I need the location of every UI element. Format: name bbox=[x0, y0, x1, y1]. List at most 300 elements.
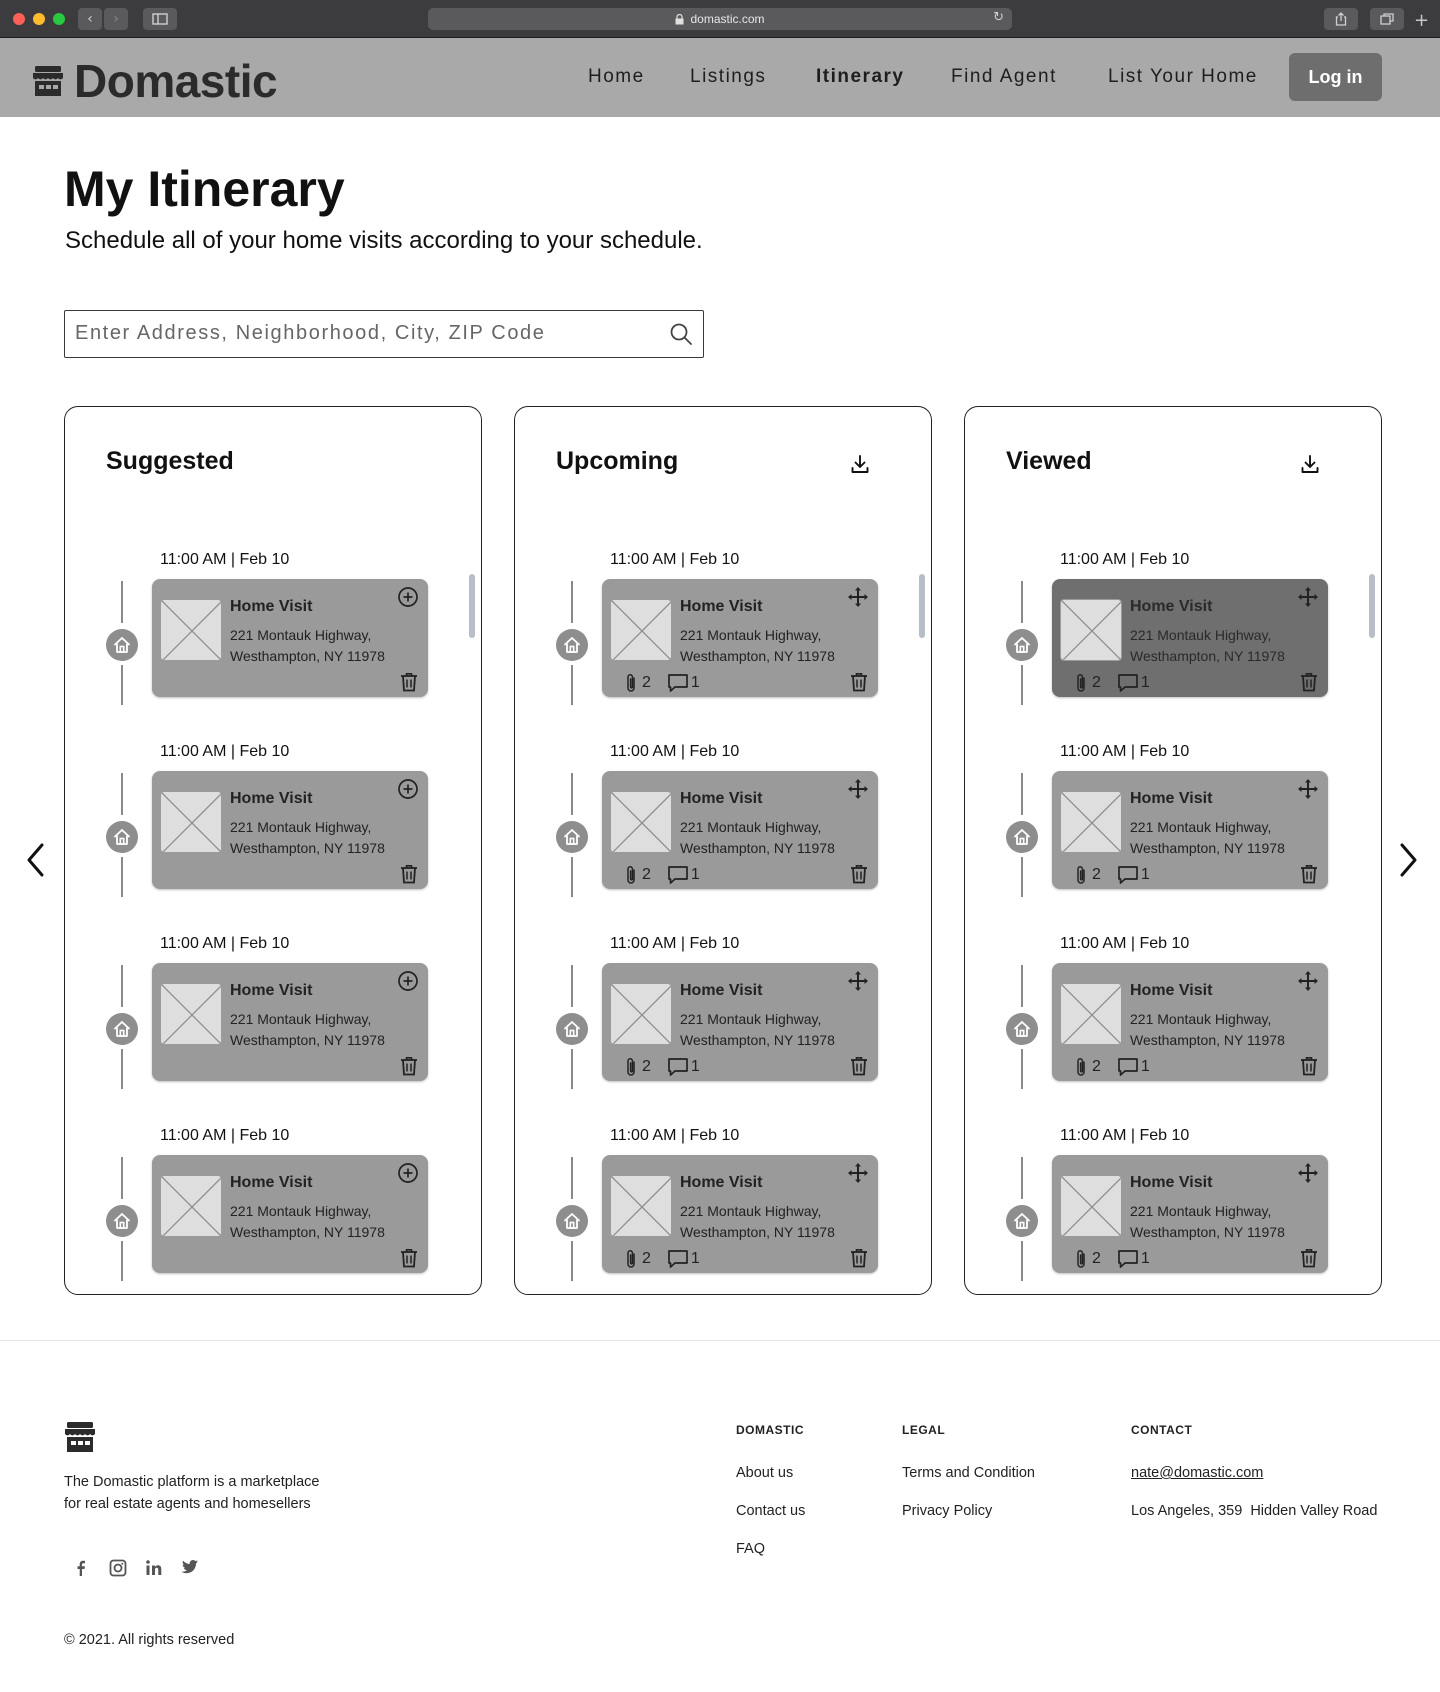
home-icon bbox=[1012, 635, 1032, 655]
minimize-window-button[interactable] bbox=[33, 13, 45, 25]
visit-time: 11:00 AM | Feb 10 bbox=[610, 551, 740, 568]
add-to-itinerary-button[interactable] bbox=[396, 969, 420, 998]
visit-address-line1: 221 Montauk Highway, bbox=[230, 1011, 372, 1027]
paperclip-icon bbox=[624, 672, 638, 694]
home-icon bbox=[1012, 827, 1032, 847]
browser-back-button[interactable]: ‹ bbox=[78, 8, 102, 30]
footer-divider bbox=[0, 1340, 1440, 1341]
image-placeholder-icon bbox=[161, 1176, 222, 1237]
comment-count: 1 bbox=[690, 1058, 700, 1075]
move-icon[interactable] bbox=[1296, 585, 1320, 609]
image-placeholder-icon bbox=[1061, 984, 1122, 1045]
comment-icon bbox=[1117, 865, 1139, 885]
visit-time: 11:00 AM | Feb 10 bbox=[1060, 743, 1190, 760]
nav-link-listings[interactable]: Listings bbox=[690, 66, 767, 87]
home-icon bbox=[562, 1211, 582, 1231]
move-icon[interactable] bbox=[1296, 1161, 1320, 1185]
visit-card[interactable] bbox=[1052, 963, 1328, 1081]
property-thumbnail bbox=[160, 791, 222, 853]
image-placeholder-icon bbox=[1061, 1176, 1122, 1237]
delete-visit-button[interactable] bbox=[400, 1056, 418, 1081]
visit-card[interactable] bbox=[602, 1155, 878, 1273]
timeline-node bbox=[106, 821, 138, 853]
comment-count: 1 bbox=[690, 674, 700, 691]
add-circle-icon[interactable] bbox=[396, 969, 420, 993]
visit-address-line2: Westhampton, NY 11978 bbox=[1130, 1032, 1285, 1048]
facebook-icon[interactable] bbox=[73, 1559, 89, 1577]
itinerary-entry bbox=[65, 1127, 482, 1295]
trash-icon[interactable] bbox=[850, 672, 868, 692]
footer-email-link[interactable]: nate@domastic.com bbox=[1131, 1465, 1264, 1481]
visit-address-line1: 221 Montauk Highway, bbox=[680, 1011, 822, 1027]
property-thumbnail bbox=[610, 791, 672, 853]
visit-title: Home Visit bbox=[1130, 790, 1213, 807]
visit-address bbox=[230, 1009, 385, 1051]
visit-title: Home Visit bbox=[230, 790, 313, 807]
download-button[interactable] bbox=[849, 453, 871, 480]
visit-address-line1: 221 Montauk Highway, bbox=[680, 1203, 822, 1219]
visit-card[interactable] bbox=[152, 771, 428, 889]
visit-time: 11:00 AM | Feb 10 bbox=[160, 551, 290, 568]
visit-address bbox=[680, 817, 835, 859]
visit-time: 11:00 AM | Feb 10 bbox=[610, 1127, 740, 1144]
column-suggested bbox=[64, 406, 482, 1295]
move-card-handle[interactable] bbox=[1296, 777, 1320, 806]
timeline-line bbox=[571, 1157, 573, 1199]
visit-address bbox=[230, 625, 385, 667]
move-icon[interactable] bbox=[1296, 969, 1320, 993]
visit-address-line1: 221 Montauk Highway, bbox=[680, 627, 822, 643]
visit-card[interactable] bbox=[1052, 579, 1328, 697]
visit-address-line2: Westhampton, NY 11978 bbox=[680, 1032, 835, 1048]
visit-title: Home Visit bbox=[230, 1174, 313, 1191]
home-icon bbox=[562, 1019, 582, 1039]
paperclip-icon bbox=[624, 1056, 638, 1078]
comment-count: 1 bbox=[1140, 866, 1150, 883]
linkedin-icon[interactable] bbox=[145, 1559, 163, 1577]
itinerary-entry bbox=[515, 1127, 932, 1295]
card-meta bbox=[1074, 864, 1150, 886]
search-icon[interactable] bbox=[669, 322, 693, 346]
move-icon[interactable] bbox=[846, 969, 870, 993]
move-icon[interactable] bbox=[846, 585, 870, 609]
share-button[interactable] bbox=[1324, 8, 1358, 30]
attachment-count: 2 bbox=[1092, 866, 1101, 883]
timeline-node bbox=[1006, 1205, 1038, 1237]
add-to-itinerary-button[interactable] bbox=[396, 585, 420, 614]
footer-link-about-us[interactable]: About us bbox=[736, 1465, 794, 1481]
move-card-handle[interactable] bbox=[1296, 585, 1320, 614]
comment-count: 1 bbox=[690, 866, 700, 883]
itinerary-entry bbox=[65, 551, 482, 743]
move-icon[interactable] bbox=[846, 1161, 870, 1185]
itinerary-entry bbox=[515, 743, 932, 935]
footer-address: Los Angeles, 359 Hidden Valley Road bbox=[1131, 1503, 1378, 1519]
timeline-line bbox=[571, 665, 573, 705]
timeline-line bbox=[571, 1241, 573, 1281]
column-upcoming bbox=[514, 406, 932, 1295]
move-card-handle[interactable] bbox=[846, 1161, 870, 1190]
visit-address-line1: 221 Montauk Highway, bbox=[230, 1203, 372, 1219]
visit-address bbox=[680, 1201, 835, 1243]
card-meta bbox=[624, 1056, 700, 1078]
search-box bbox=[64, 310, 704, 358]
address-bar[interactable] bbox=[428, 8, 1012, 30]
timeline-line bbox=[121, 965, 123, 1007]
visit-time: 11:00 AM | Feb 10 bbox=[1060, 551, 1190, 568]
delete-visit-button[interactable] bbox=[400, 864, 418, 889]
move-icon[interactable] bbox=[1296, 777, 1320, 801]
visit-card[interactable] bbox=[152, 1155, 428, 1273]
delete-visit-button[interactable] bbox=[400, 672, 418, 697]
comment-count: 1 bbox=[1140, 1058, 1150, 1075]
add-to-itinerary-button[interactable] bbox=[396, 1161, 420, 1190]
footer-link-contact-us[interactable]: Contact us bbox=[736, 1503, 806, 1519]
download-icon[interactable] bbox=[1299, 453, 1321, 475]
image-placeholder-icon bbox=[161, 600, 222, 661]
footer-tagline-line1: The Domastic platform is a marketplace bbox=[64, 1474, 320, 1490]
card-meta bbox=[1074, 1056, 1150, 1078]
image-placeholder-icon bbox=[611, 984, 672, 1045]
property-thumbnail bbox=[1060, 983, 1122, 1045]
visit-address bbox=[680, 1009, 835, 1051]
paperclip-icon bbox=[1074, 672, 1088, 694]
close-window-button[interactable] bbox=[13, 13, 25, 25]
visit-address-line1: 221 Montauk Highway, bbox=[230, 819, 372, 835]
column-title: Viewed bbox=[1006, 447, 1092, 475]
visit-title: Home Visit bbox=[680, 1174, 763, 1191]
comment-count: 1 bbox=[1140, 1250, 1150, 1267]
address-bar-url: domastic.com bbox=[690, 12, 765, 26]
site-header bbox=[0, 38, 1440, 117]
home-icon bbox=[112, 1019, 132, 1039]
card-meta bbox=[1074, 1248, 1150, 1270]
page-subtitle: Schedule all of your home visits according to your schedule. bbox=[65, 227, 703, 254]
timeline-line bbox=[1021, 665, 1023, 705]
timeline-line bbox=[121, 665, 123, 705]
property-thumbnail bbox=[610, 983, 672, 1045]
paperclip-icon bbox=[624, 864, 638, 886]
delete-visit-button[interactable] bbox=[850, 672, 868, 697]
timeline-node bbox=[106, 629, 138, 661]
image-placeholder-icon bbox=[611, 1176, 672, 1237]
visit-address-line2: Westhampton, NY 11978 bbox=[1130, 840, 1285, 856]
timeline-line bbox=[121, 1157, 123, 1199]
image-placeholder-icon bbox=[161, 792, 222, 853]
nav-link-list-your-home[interactable]: List Your Home bbox=[1108, 66, 1258, 87]
delete-visit-button[interactable] bbox=[850, 1056, 868, 1081]
visit-time: 11:00 AM | Feb 10 bbox=[1060, 935, 1190, 952]
timeline-line bbox=[571, 1049, 573, 1089]
visit-address bbox=[1130, 625, 1285, 667]
browser-forward-button[interactable]: › bbox=[104, 8, 128, 30]
itinerary-entry bbox=[965, 935, 1382, 1127]
itinerary-entry bbox=[65, 935, 482, 1127]
visit-address bbox=[1130, 1201, 1285, 1243]
footer-heading-contact: CONTACT bbox=[1131, 1423, 1193, 1437]
timeline-node bbox=[556, 1205, 588, 1237]
comment-icon bbox=[1117, 673, 1139, 693]
footer-storefront-icon bbox=[64, 1420, 96, 1454]
image-placeholder-icon bbox=[611, 600, 672, 661]
visit-address bbox=[1130, 817, 1285, 859]
nav-link-find-agent[interactable]: Find Agent bbox=[951, 66, 1057, 87]
visit-address-line2: Westhampton, NY 11978 bbox=[1130, 1224, 1285, 1240]
next-arrow-icon[interactable] bbox=[1398, 843, 1418, 877]
brand-name: Domastic bbox=[74, 55, 278, 107]
home-icon bbox=[112, 635, 132, 655]
itinerary-entry bbox=[965, 551, 1382, 743]
visit-title: Home Visit bbox=[680, 598, 763, 615]
property-thumbnail bbox=[610, 599, 672, 661]
property-thumbnail bbox=[1060, 1175, 1122, 1237]
itinerary-entry bbox=[965, 1127, 1382, 1295]
timeline-line bbox=[1021, 965, 1023, 1007]
footer-heading-legal: LEGAL bbox=[902, 1423, 946, 1437]
paperclip-icon bbox=[624, 1248, 638, 1270]
trash-icon[interactable] bbox=[400, 672, 418, 692]
visit-address bbox=[230, 1201, 385, 1243]
footer-link-terms[interactable]: Terms and Condition bbox=[902, 1465, 1035, 1481]
visit-title: Home Visit bbox=[680, 982, 763, 999]
trash-icon[interactable] bbox=[850, 864, 868, 884]
timeline-line bbox=[1021, 773, 1023, 815]
delete-visit-button[interactable] bbox=[850, 1248, 868, 1273]
visit-address-line2: Westhampton, NY 11978 bbox=[680, 648, 835, 664]
share-icon bbox=[1334, 12, 1348, 26]
visit-card[interactable] bbox=[1052, 771, 1328, 889]
add-to-itinerary-button[interactable] bbox=[396, 777, 420, 806]
home-icon bbox=[112, 827, 132, 847]
visit-card[interactable] bbox=[152, 579, 428, 697]
tabs-icon bbox=[1380, 13, 1394, 25]
property-thumbnail bbox=[160, 1175, 222, 1237]
visit-address-line1: 221 Montauk Highway, bbox=[1130, 819, 1272, 835]
add-circle-icon[interactable] bbox=[396, 777, 420, 801]
visit-address-line1: 221 Montauk Highway, bbox=[230, 627, 372, 643]
timeline-node bbox=[556, 821, 588, 853]
sidebar-toggle-button[interactable] bbox=[143, 8, 177, 30]
timeline-node bbox=[556, 1013, 588, 1045]
itinerary-entry bbox=[65, 743, 482, 935]
visit-card[interactable] bbox=[602, 579, 878, 697]
visit-time: 11:00 AM | Feb 10 bbox=[160, 1127, 290, 1144]
itinerary-entry bbox=[965, 743, 1382, 935]
timeline-line bbox=[1021, 1157, 1023, 1199]
visit-title: Home Visit bbox=[230, 598, 313, 615]
visit-title: Home Visit bbox=[230, 982, 313, 999]
visit-address-line2: Westhampton, NY 11978 bbox=[680, 1224, 835, 1240]
delete-visit-button[interactable] bbox=[850, 864, 868, 889]
image-placeholder-icon bbox=[1061, 600, 1122, 661]
trash-icon[interactable] bbox=[1300, 1056, 1318, 1076]
login-button[interactable]: Log in bbox=[1289, 53, 1382, 101]
visit-address bbox=[680, 625, 835, 667]
visit-address bbox=[230, 817, 385, 859]
card-meta bbox=[624, 864, 700, 886]
visit-address-line2: Westhampton, NY 11978 bbox=[230, 1032, 385, 1048]
visit-address-line1: 221 Montauk Highway, bbox=[1130, 1203, 1272, 1219]
visit-address-line1: 221 Montauk Highway, bbox=[1130, 1011, 1272, 1027]
home-icon bbox=[1012, 1211, 1032, 1231]
new-tab-icon[interactable]: + bbox=[1414, 10, 1430, 31]
maximize-window-button[interactable] bbox=[53, 13, 65, 25]
attachment-count: 2 bbox=[642, 866, 651, 883]
property-thumbnail bbox=[160, 599, 222, 661]
visit-card[interactable] bbox=[152, 963, 428, 1081]
attachment-count: 2 bbox=[642, 1250, 651, 1267]
visit-card[interactable] bbox=[1052, 1155, 1328, 1273]
visit-time: 11:00 AM | Feb 10 bbox=[610, 935, 740, 952]
move-card-handle[interactable] bbox=[1296, 969, 1320, 998]
add-circle-icon[interactable] bbox=[396, 1161, 420, 1185]
paperclip-icon bbox=[1074, 864, 1088, 886]
timeline-line bbox=[571, 965, 573, 1007]
move-card-handle[interactable] bbox=[1296, 1161, 1320, 1190]
timeline-line bbox=[121, 1241, 123, 1281]
instagram-icon[interactable] bbox=[109, 1559, 127, 1577]
timeline-line bbox=[121, 1049, 123, 1089]
move-icon[interactable] bbox=[846, 777, 870, 801]
property-thumbnail bbox=[610, 1175, 672, 1237]
trash-icon[interactable] bbox=[1300, 1248, 1318, 1268]
comment-count: 1 bbox=[1140, 674, 1150, 691]
paperclip-icon bbox=[1074, 1056, 1088, 1078]
itinerary-entry bbox=[515, 551, 932, 743]
reload-icon[interactable]: ↻ bbox=[993, 10, 1004, 25]
visit-title: Home Visit bbox=[1130, 1174, 1213, 1191]
visit-address bbox=[1130, 1009, 1285, 1051]
timeline-line bbox=[571, 857, 573, 897]
image-placeholder-icon bbox=[161, 984, 222, 1045]
timeline-node bbox=[556, 629, 588, 661]
timeline-node bbox=[106, 1205, 138, 1237]
delete-visit-button[interactable] bbox=[1300, 1248, 1318, 1273]
download-button[interactable] bbox=[1299, 453, 1321, 480]
column-title: Upcoming bbox=[556, 447, 679, 475]
timeline-line bbox=[121, 857, 123, 897]
timeline-node bbox=[1006, 1013, 1038, 1045]
footer-heading-domastic: DOMASTIC bbox=[736, 1423, 804, 1437]
visit-address-line2: Westhampton, NY 11978 bbox=[230, 840, 385, 856]
nav-link-itinerary[interactable]: Itinerary bbox=[816, 66, 905, 87]
home-icon bbox=[1012, 1019, 1032, 1039]
trash-icon[interactable] bbox=[400, 1056, 418, 1076]
delete-visit-button[interactable] bbox=[1300, 864, 1318, 889]
home-icon bbox=[562, 635, 582, 655]
visit-address-line1: 221 Montauk Highway, bbox=[680, 819, 822, 835]
footer-tagline-line2: for real estate agents and homesellers bbox=[64, 1496, 311, 1512]
paperclip-icon bbox=[1074, 1248, 1088, 1270]
trash-icon[interactable] bbox=[850, 1056, 868, 1076]
visit-title: Home Visit bbox=[1130, 598, 1213, 615]
page-title: My Itinerary bbox=[64, 161, 345, 217]
nav-link-home[interactable]: Home bbox=[588, 66, 645, 87]
property-thumbnail bbox=[1060, 599, 1122, 661]
delete-visit-button[interactable] bbox=[1300, 1056, 1318, 1081]
timeline-line bbox=[1021, 1241, 1023, 1281]
timeline-line bbox=[121, 773, 123, 815]
twitter-icon[interactable] bbox=[181, 1559, 199, 1575]
visit-card[interactable] bbox=[602, 771, 878, 889]
timeline-line bbox=[571, 581, 573, 623]
move-card-handle[interactable] bbox=[846, 777, 870, 806]
trash-icon[interactable] bbox=[400, 1248, 418, 1268]
brand-logo[interactable] bbox=[32, 54, 277, 108]
footer-link-privacy[interactable]: Privacy Policy bbox=[902, 1503, 993, 1519]
delete-visit-button[interactable] bbox=[1300, 672, 1318, 697]
itinerary-entry bbox=[515, 935, 932, 1127]
tabs-overview-button[interactable] bbox=[1370, 8, 1404, 30]
comment-icon bbox=[667, 1249, 689, 1269]
property-thumbnail bbox=[160, 983, 222, 1045]
timeline-node bbox=[1006, 629, 1038, 661]
delete-visit-button[interactable] bbox=[400, 1248, 418, 1273]
card-meta bbox=[624, 672, 700, 694]
browser-toolbar bbox=[0, 0, 1440, 38]
visit-address-line2: Westhampton, NY 11978 bbox=[1130, 648, 1285, 664]
timeline-line bbox=[571, 773, 573, 815]
copyright: © 2021. All rights reserved bbox=[64, 1632, 235, 1648]
search-input[interactable] bbox=[75, 311, 655, 356]
home-icon bbox=[112, 1211, 132, 1231]
add-circle-icon[interactable] bbox=[396, 585, 420, 609]
visit-time: 11:00 AM | Feb 10 bbox=[610, 743, 740, 760]
attachment-count: 2 bbox=[642, 1058, 651, 1075]
timeline-node bbox=[106, 1013, 138, 1045]
lock-icon bbox=[675, 14, 684, 25]
comment-count: 1 bbox=[690, 1250, 700, 1267]
column-viewed bbox=[964, 406, 1382, 1295]
visit-title: Home Visit bbox=[680, 790, 763, 807]
trash-icon[interactable] bbox=[1300, 672, 1318, 692]
card-meta bbox=[1074, 672, 1150, 694]
visit-address-line1: 221 Montauk Highway, bbox=[1130, 627, 1272, 643]
comment-icon bbox=[667, 865, 689, 885]
home-icon bbox=[562, 827, 582, 847]
attachment-count: 2 bbox=[1092, 674, 1101, 691]
timeline-line bbox=[1021, 857, 1023, 897]
image-placeholder-icon bbox=[611, 792, 672, 853]
attachment-count: 2 bbox=[1092, 1250, 1101, 1267]
download-icon[interactable] bbox=[849, 453, 871, 475]
visit-time: 11:00 AM | Feb 10 bbox=[160, 935, 290, 952]
trash-icon[interactable] bbox=[400, 864, 418, 884]
comment-icon bbox=[667, 673, 689, 693]
sidebar-icon bbox=[152, 13, 168, 25]
previous-arrow-icon[interactable] bbox=[26, 843, 46, 877]
trash-icon[interactable] bbox=[1300, 864, 1318, 884]
move-card-handle[interactable] bbox=[846, 585, 870, 614]
timeline-node bbox=[1006, 821, 1038, 853]
timeline-line bbox=[1021, 581, 1023, 623]
visit-time: 11:00 AM | Feb 10 bbox=[1060, 1127, 1190, 1144]
trash-icon[interactable] bbox=[850, 1248, 868, 1268]
timeline-line bbox=[1021, 1049, 1023, 1089]
comment-icon bbox=[667, 1057, 689, 1077]
visit-card[interactable] bbox=[602, 963, 878, 1081]
visit-address-line2: Westhampton, NY 11978 bbox=[230, 1224, 385, 1240]
visit-address-line2: Westhampton, NY 11978 bbox=[230, 648, 385, 664]
image-placeholder-icon bbox=[1061, 792, 1122, 853]
card-meta bbox=[624, 1248, 700, 1270]
timeline-line bbox=[121, 581, 123, 623]
attachment-count: 2 bbox=[642, 674, 651, 691]
visit-address-line2: Westhampton, NY 11978 bbox=[680, 840, 835, 856]
attachment-count: 2 bbox=[1092, 1058, 1101, 1075]
footer-link-faq[interactable]: FAQ bbox=[736, 1541, 766, 1557]
move-card-handle[interactable] bbox=[846, 969, 870, 998]
